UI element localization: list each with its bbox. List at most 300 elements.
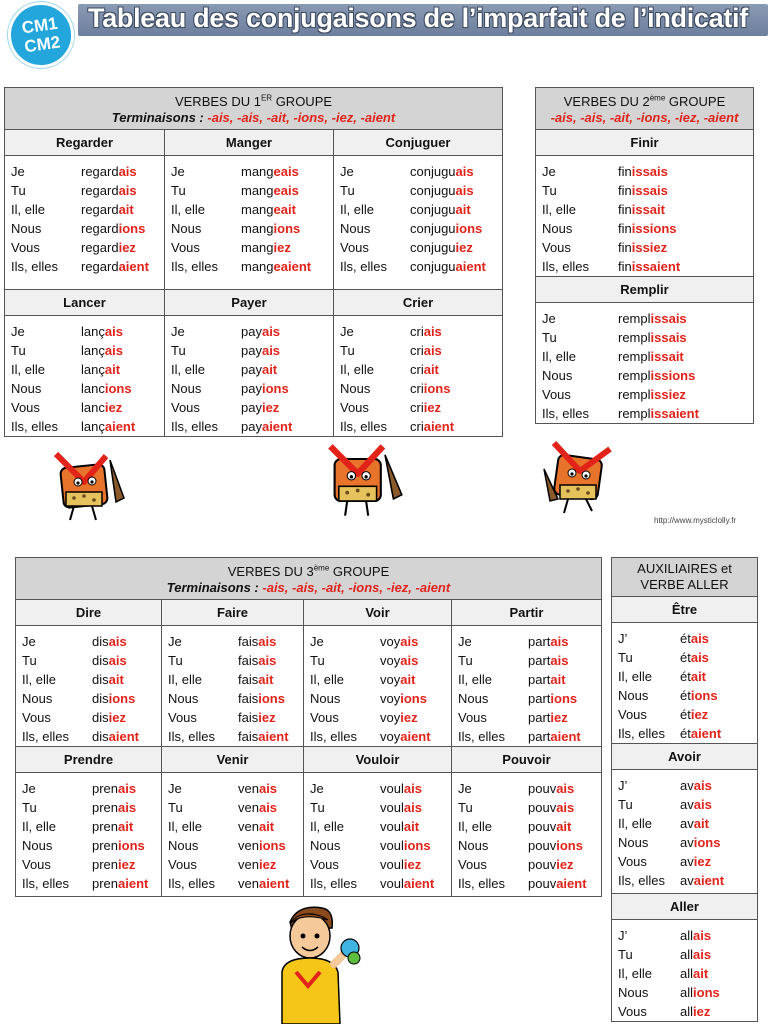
verb-stem: voul	[380, 819, 404, 835]
verb-form	[241, 417, 292, 436]
verb-stem: part	[528, 634, 551, 650]
verb-ending: ions	[273, 221, 301, 237]
pronoun: Tu	[340, 343, 355, 359]
conjugation-row	[458, 779, 597, 798]
verb-ending: ions	[400, 691, 427, 707]
conjugation-row	[618, 1002, 753, 1021]
conjugation-voir	[304, 626, 452, 747]
verb-form	[81, 398, 122, 417]
pronoun: Je	[171, 324, 185, 340]
pronoun: Nous	[542, 221, 573, 237]
verb-stem: av	[680, 778, 694, 793]
conjugation-row	[340, 322, 498, 341]
verb-form	[410, 162, 474, 181]
caveman-mascot-left	[50, 448, 130, 524]
verb-form	[410, 398, 441, 417]
conjugation-row	[171, 322, 329, 341]
conjugation-row	[618, 964, 753, 983]
conjugation-row	[171, 341, 329, 360]
level-badge	[4, 0, 79, 72]
conjugation-row	[11, 360, 160, 379]
group3-header	[16, 558, 602, 600]
verb-form	[528, 874, 587, 893]
verb-ending: ais	[261, 324, 281, 340]
pronoun: Tu	[22, 653, 37, 669]
verb-form	[92, 874, 148, 893]
conjugation-row	[458, 651, 597, 670]
pronoun: Vous	[310, 710, 339, 726]
conjugation-row	[168, 779, 299, 798]
verb-form	[618, 162, 668, 181]
verb-ending: aient	[690, 726, 722, 741]
verb-form	[380, 817, 419, 836]
verb-form	[241, 200, 296, 219]
conjugation-row	[171, 360, 329, 379]
conjugation-row	[22, 670, 157, 689]
verb-form	[241, 341, 280, 360]
group1-title: VERBES DU 1ER GROUPE	[174, 94, 333, 110]
pronoun: Je	[168, 634, 182, 650]
verb-stem: rempl	[618, 387, 651, 403]
verb-ending: issais	[650, 330, 687, 346]
verb-stem: ét	[680, 631, 691, 646]
verb-form	[81, 200, 134, 219]
verb-stem: conjugu	[410, 221, 456, 237]
verb-form	[410, 379, 450, 398]
conjugation-row	[458, 689, 597, 708]
verb-ending: aient	[693, 873, 725, 888]
verb-form	[92, 670, 124, 689]
pronoun: Tu	[458, 800, 473, 816]
verb-stem: rempl	[618, 330, 651, 346]
pronoun: Je	[340, 324, 354, 340]
verb-stem: av	[680, 873, 694, 888]
verb-ending: issait	[631, 202, 665, 218]
verb-stem: pren	[92, 838, 119, 854]
pronoun: J’	[618, 928, 628, 943]
verb-stem: pay	[241, 343, 262, 359]
group2-title: VERBES DU 2ème GROUPE	[563, 94, 726, 110]
verb-form	[238, 727, 289, 746]
conjugation-row	[171, 257, 329, 276]
verb-form	[81, 257, 149, 276]
conjugation-row	[618, 629, 753, 648]
verb-form	[528, 727, 581, 746]
verb-ending: eait	[273, 202, 296, 218]
conjugation-pouvoir	[452, 773, 602, 897]
verb-ending: ais	[455, 164, 474, 180]
verb-stem: fin	[618, 202, 632, 218]
conjugation-row	[458, 670, 597, 689]
conjugation-crier	[334, 316, 503, 437]
conjugation-row	[340, 200, 498, 219]
verb-ending: ais	[690, 631, 709, 646]
verb-stem: av	[680, 854, 694, 869]
verb-ending: ais	[261, 343, 281, 359]
conjugation-row	[11, 341, 160, 360]
verb-ending: ions	[556, 838, 583, 854]
conjugation-row	[22, 874, 157, 893]
conjugation-row	[340, 417, 498, 436]
verb-form	[238, 855, 276, 874]
group1-table	[4, 87, 503, 437]
pronoun: Il, elle	[22, 672, 56, 688]
verb-form	[241, 219, 300, 238]
verb-form	[241, 162, 299, 181]
verb-form	[92, 836, 145, 855]
verb-stem: voy	[380, 634, 401, 650]
verb-form	[92, 779, 136, 798]
verb-ending: ais	[693, 928, 712, 943]
verb-form	[241, 360, 277, 379]
verb-form	[680, 833, 720, 852]
caveman-mascot-center	[322, 440, 406, 520]
verb-stem: fais	[238, 710, 259, 726]
verb-stem: pouv	[528, 857, 557, 873]
conjugation-row	[340, 181, 498, 200]
conjugation-row	[310, 632, 447, 651]
verb-stem: lanç	[81, 419, 105, 435]
pronoun: Vous	[340, 400, 369, 416]
pronoun: Nous	[458, 838, 489, 854]
verb-ending: ais	[403, 800, 422, 816]
pronoun: Vous	[22, 857, 51, 873]
verb-form	[410, 181, 474, 200]
conjugation-row	[22, 651, 157, 670]
verb-form	[241, 257, 311, 276]
pronoun: Vous	[458, 710, 487, 726]
verb-stem: voy	[380, 729, 401, 745]
conjugation-remplir	[536, 303, 754, 424]
badge-line-1: CM1	[20, 13, 59, 38]
verb-ending: iez	[118, 857, 136, 873]
verb-stem: all	[680, 1004, 694, 1019]
verb-ending: ais	[400, 653, 419, 669]
pronoun: Il, elle	[618, 816, 652, 831]
pronoun: Il, elle	[542, 349, 576, 365]
pronoun: Nous	[340, 221, 371, 237]
conjugation-row	[340, 341, 498, 360]
conjugation-venir	[162, 773, 304, 897]
verb-stem: pren	[92, 857, 119, 873]
conjugation-row	[310, 817, 447, 836]
pronoun: Ils, elles	[458, 729, 505, 745]
verb-form	[238, 874, 289, 893]
verb-form	[380, 779, 422, 798]
verb-ending: ions	[550, 691, 578, 707]
conjugation-row	[22, 817, 157, 836]
pronoun: Il, elle	[171, 202, 205, 218]
conjugation-row	[542, 181, 749, 200]
pronoun: Il, elle	[22, 819, 56, 835]
pronoun: Il, elle	[11, 202, 45, 218]
verb-ending: ions	[455, 221, 483, 237]
verb-stem: voy	[380, 710, 401, 726]
pronoun: Nous	[310, 691, 341, 707]
aux-title-line-1: AUXILIAIRES et	[637, 561, 732, 576]
verb-form	[241, 322, 280, 341]
conjugation-avoir	[612, 770, 758, 894]
verb-form	[81, 322, 123, 341]
verb-ending: iez	[550, 710, 568, 726]
verb-form	[238, 836, 286, 855]
conjugation-row	[11, 219, 160, 238]
conjugation-row	[542, 309, 749, 328]
verb-form	[618, 181, 668, 200]
pronoun: Nous	[11, 381, 42, 397]
verb-stem: regard	[81, 183, 119, 199]
conjugation-row	[11, 257, 160, 276]
verb-stem: pren	[92, 781, 119, 797]
conjugation-row	[171, 219, 329, 238]
pronoun: Je	[310, 781, 324, 797]
verb-stem: pay	[241, 419, 262, 435]
verb-form	[81, 238, 136, 257]
verb-stem: pouv	[528, 800, 557, 816]
conjugation-row	[168, 689, 299, 708]
conjugation-row	[22, 689, 157, 708]
verb-ending: issais	[631, 164, 668, 180]
verb-form	[680, 871, 724, 890]
verb-stem: mang	[241, 221, 274, 237]
verb-form	[618, 257, 680, 276]
conjugation-row	[458, 836, 597, 855]
verb-form	[410, 417, 454, 436]
verb-stem: dis	[92, 672, 109, 688]
pronoun: Il, elle	[618, 966, 652, 981]
conjugation-row	[310, 708, 447, 727]
verb-form	[81, 360, 120, 379]
verb-stem: voul	[380, 838, 404, 854]
conjugation-row	[458, 874, 597, 893]
verb-form	[410, 219, 482, 238]
verb-stem: all	[680, 928, 694, 943]
conjugation-finir	[536, 156, 754, 277]
verb-ending: iez	[455, 240, 473, 256]
pronoun: Ils, elles	[618, 726, 665, 741]
verb-ending: ais	[550, 653, 569, 669]
verb-stem: fais	[238, 672, 259, 688]
verb-stem: regard	[81, 202, 119, 218]
verb-stem: fin	[618, 259, 632, 275]
conjugation-row	[171, 181, 329, 200]
verb-stem: fin	[618, 221, 632, 237]
verb-ending: ait	[118, 819, 134, 835]
conjugation-row	[618, 686, 753, 705]
verb-form	[81, 379, 132, 398]
pronoun: Vous	[618, 707, 647, 722]
verb-ending: ais	[118, 183, 137, 199]
verb-stem: ven	[238, 800, 259, 816]
pronoun: Nous	[171, 221, 202, 237]
verb-form	[528, 855, 574, 874]
verb-form	[92, 651, 127, 670]
conjugation-faire	[162, 626, 304, 747]
verb-stem: pouv	[528, 876, 557, 892]
verb-stem: av	[680, 835, 694, 850]
pronoun: Je	[171, 164, 185, 180]
pronoun: Nous	[171, 381, 202, 397]
conjugation-lancer	[5, 316, 165, 437]
pronoun: Ils, elles	[310, 729, 357, 745]
verb-form	[410, 238, 473, 257]
verb-stem: part	[528, 672, 551, 688]
verb-form	[92, 689, 135, 708]
pronoun: Ils, elles	[171, 259, 218, 275]
verb-form	[528, 651, 568, 670]
conjugation-row	[542, 200, 749, 219]
pronoun: Tu	[22, 800, 37, 816]
verb-stem: cri	[410, 362, 424, 378]
verb-form	[410, 257, 486, 276]
conjugation-row	[168, 798, 299, 817]
verb-title-payer: Payer	[165, 290, 334, 316]
verb-ending: ais	[258, 653, 277, 669]
verb-ending: iez	[690, 707, 709, 722]
verb-ending: ais	[556, 800, 575, 816]
conjugation-row	[542, 238, 749, 257]
verb-ending: ait	[693, 816, 709, 831]
verb-ending: ais	[118, 800, 137, 816]
conjugation-row	[618, 667, 753, 686]
verb-ending: ions	[403, 838, 431, 854]
verb-stem: lanc	[81, 381, 105, 397]
pronoun: Vous	[11, 400, 40, 416]
verb-form	[680, 667, 706, 686]
verb-stem: part	[528, 653, 551, 669]
badge-line-2: CM2	[23, 32, 62, 57]
verb-stem: fais	[238, 729, 259, 745]
verb-stem: rempl	[618, 311, 651, 327]
verb-stem: voul	[380, 781, 404, 797]
conjugation-row	[310, 727, 447, 746]
verb-ending: issaient	[631, 259, 681, 275]
verb-form	[410, 360, 439, 379]
verb-stem: fin	[618, 240, 632, 256]
verb-form	[618, 404, 699, 423]
verb-stem: mang	[241, 259, 274, 275]
pronoun: Nous	[11, 221, 42, 237]
verb-form	[528, 632, 568, 651]
pronoun: J’	[618, 778, 628, 793]
conjugation-row	[11, 162, 160, 181]
verb-ending: ais	[108, 634, 127, 650]
conjugation-row	[618, 945, 753, 964]
verb-stem: regard	[81, 221, 119, 237]
pronoun: Tu	[618, 650, 633, 665]
verb-form	[528, 689, 577, 708]
verb-stem: ét	[680, 726, 691, 741]
group1-terminaisons: Terminaisons : -ais, -ais, -ait, -ions, -iez, -aient	[111, 110, 396, 126]
group2-header	[536, 88, 754, 130]
pronoun: Vous	[171, 240, 200, 256]
pronoun: Il, elle	[310, 672, 344, 688]
verb-ending: ais	[693, 778, 712, 793]
verb-ending: ions	[261, 381, 289, 397]
verb-stem: fin	[618, 164, 632, 180]
pronoun: Tu	[171, 343, 186, 359]
verb-form	[680, 852, 711, 871]
pronoun: Il, elle	[340, 202, 374, 218]
verb-stem: lanç	[81, 343, 105, 359]
conjugation-partir	[452, 626, 602, 747]
verb-stem: pren	[92, 876, 119, 892]
verb-ending: iez	[104, 400, 123, 416]
conjugation-row	[168, 670, 299, 689]
verb-form	[680, 983, 720, 1002]
verb-form	[81, 181, 137, 200]
pronoun: Nous	[340, 381, 371, 397]
verb-ending: ais	[550, 634, 569, 650]
verb-stem: ét	[680, 650, 691, 665]
verb-ending: ais	[258, 781, 278, 797]
verb-stem: cri	[410, 343, 424, 359]
pronoun: Nous	[22, 838, 53, 854]
conjugation-row	[618, 983, 753, 1002]
verb-ending: aient	[423, 419, 455, 435]
pronoun: Tu	[11, 343, 26, 359]
conjugation-row	[171, 200, 329, 219]
verb-stem: conjugu	[410, 240, 456, 256]
verb-stem: mang	[241, 202, 274, 218]
verb-stem: conjugu	[410, 183, 456, 199]
verb-form	[81, 162, 137, 181]
verb-stem: dis	[92, 634, 109, 650]
group1-header	[5, 88, 503, 130]
verb-stem: cri	[410, 400, 424, 416]
conjugation-row	[310, 874, 447, 893]
conjugation-row	[618, 724, 753, 743]
conjugation-row	[340, 398, 498, 417]
verb-ending: ait	[550, 672, 566, 688]
verb-ending: iez	[118, 240, 136, 256]
verb-stem: dis	[92, 710, 109, 726]
verb-stem: pouv	[528, 781, 557, 797]
pronoun: Tu	[171, 183, 186, 199]
group3-terminaisons: Terminaisons : -ais, -ais, -ait, -ions, -iez, -aient	[166, 580, 451, 596]
verb-ending: aient	[550, 729, 581, 745]
verb-ending: ions	[118, 838, 145, 854]
verb-stem: fais	[238, 634, 259, 650]
pronoun: J’	[618, 631, 628, 646]
verb-ending: iez	[403, 857, 422, 873]
verb-form	[241, 398, 279, 417]
verb-ending: iez	[423, 400, 442, 416]
verb-title-vouloir: Vouloir	[304, 747, 452, 773]
verb-form	[81, 341, 123, 360]
verb-ending: ais	[423, 324, 442, 340]
conjugation-row	[340, 379, 498, 398]
verb-form	[680, 705, 708, 724]
verb-ending: issions	[650, 368, 696, 384]
verb-ending: ais	[258, 800, 278, 816]
conjugation-aller	[612, 920, 758, 1022]
conjugation-vouloir	[304, 773, 452, 897]
conjugation-row	[168, 727, 299, 746]
pronoun: Ils, elles	[618, 873, 665, 888]
verb-ending: aient	[261, 419, 293, 435]
verb-stem: pay	[241, 400, 262, 416]
verb-ending: ais	[690, 650, 709, 665]
verb-ending: ais	[693, 797, 712, 812]
conjugation-row	[171, 417, 329, 436]
verb-stem: cri	[410, 324, 424, 340]
verb-ending: iez	[400, 710, 418, 726]
pronoun: Vous	[542, 240, 571, 256]
verb-ending: aient	[556, 876, 587, 892]
verb-stem: lanc	[81, 400, 105, 416]
verb-stem: pouv	[528, 838, 557, 854]
